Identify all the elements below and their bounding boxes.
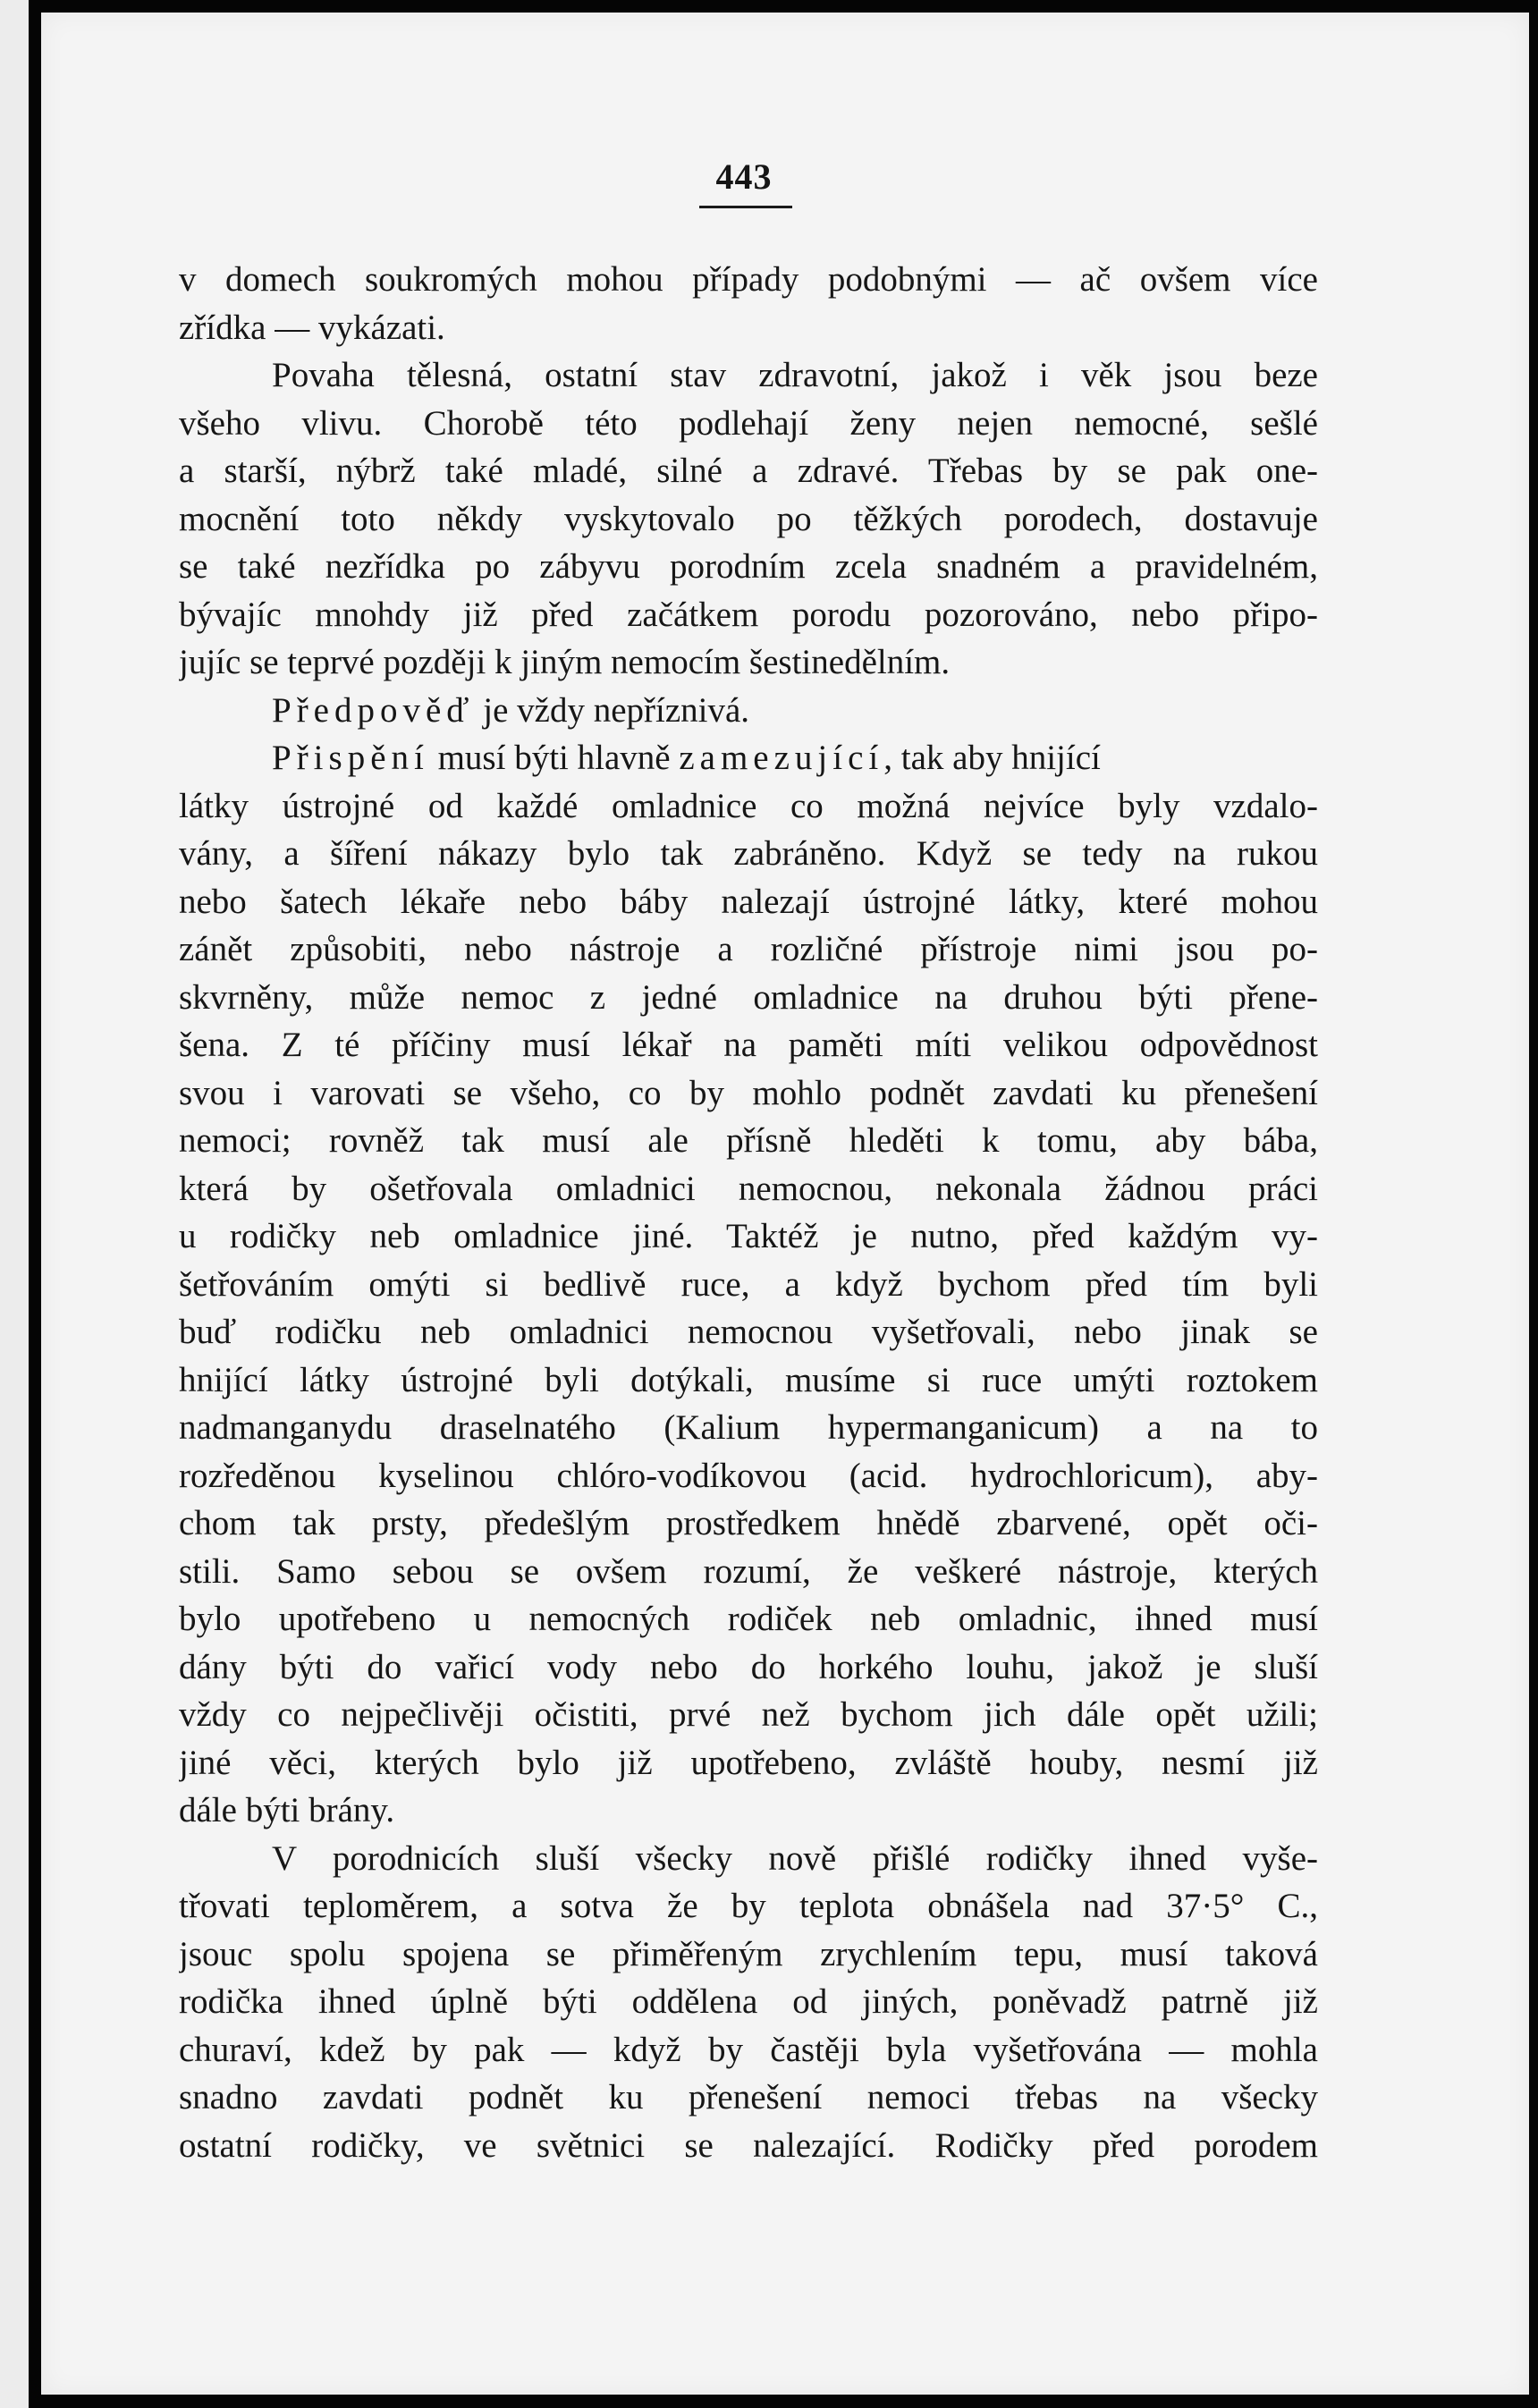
text-line: svou i varovati se všeho, co by mohlo podnět zavdati ku přenešení — [179, 1073, 1318, 1112]
treatment-term: Přispění — [272, 739, 429, 777]
text-line: nemoci; rovněž tak musí ale přísně hleděti k tomu, aby bába, — [179, 1121, 1318, 1160]
text-line: šetřováním omýti si bedlivě ruce, a když bychom před tím byli — [179, 1264, 1318, 1304]
text-line: jsouc spolu spojena se přiměřeným zrychlením tepu, musí taková — [179, 1934, 1318, 1973]
text-line: hnijící látky ústrojné byli dotýkali, musíme si ruce umýti roztokem — [179, 1360, 1318, 1399]
text-line: buď rodičku neb omladnici nemocnou vyšetřovali, nebo jinak se — [179, 1313, 1318, 1351]
text-line: látky ústrojné od každé omladnice co možná nejvíce byly vzdalo- — [179, 786, 1318, 825]
text-line: nebo šatech lékaře nebo báby nalezají ústrojné látky, které mohou — [179, 882, 1318, 921]
text-line: která by ošetřovala omladnici nemocnou, nekonala žádnou práci — [179, 1169, 1318, 1208]
text-line: stili. Samo sebou se ovšem rozumí, že veškeré nástroje, kterých — [179, 1551, 1318, 1591]
treatment-text-end: , tak aby hnijící — [883, 739, 1101, 777]
text-line: u rodičky neb omladnice jiné. Taktéž je nutno, před každým vy- — [179, 1217, 1318, 1255]
text-line: churaví, kdež by pak — když by častěji byla vyšetřována — mohla — [179, 2030, 1318, 2069]
text-line: jiné věci, kterých bylo již upotřebeno, zvláště houby, nesmí již — [179, 1743, 1318, 1782]
page-number: 443 — [715, 156, 773, 197]
text-line: nadmanganydu draselnatého (Kalium hypermanganicum) a na to — [179, 1408, 1318, 1447]
text-line: v domech soukromých mohou případy podobnými — ač ovšem více — [179, 260, 1318, 299]
text-line: zřídka — vykázati. — [179, 308, 445, 347]
text-line: a starší, nýbrž také mladé, silné a zdravé. Třebas by se pak one- — [179, 452, 1318, 490]
treatment-line — [179, 734, 1318, 782]
text-line: rozředěnou kyselinou chlóro-vodíkovou (acid. hydrochloricum), aby- — [179, 1456, 1318, 1495]
text-line: všeho vlivu. Chorobě této podlehají ženy nejen nemocné, sešlé — [179, 403, 1318, 443]
text-line: zánět způsobiti, nebo nástroje a rozličné přístroje nimi jsou po- — [179, 930, 1318, 968]
preventive-term: zamezující — [679, 739, 884, 777]
prognosis-text: je vždy nepříznivá. — [483, 690, 750, 730]
text-line: dále býti brány. — [179, 1791, 395, 1829]
body-text — [179, 256, 1318, 2169]
page-number-rule — [699, 206, 792, 208]
text-line: Povaha tělesná, ostatní stav zdravotní, jakož i věk jsou beze — [272, 356, 1318, 394]
text-line: vány, a šíření nákazy bylo tak zabráněno. Když se tedy na rukou — [179, 834, 1318, 873]
text-line: se také nezřídka po zábyvu porodním zcela snadném a pravidelném, — [179, 547, 1318, 586]
text-line: jujíc se teprvé později k jiným nemocím šestinedělním. — [179, 643, 951, 681]
text-line: snadno zavdati podnět ku přenešení nemoci třebas na všecky — [179, 2078, 1318, 2117]
text-line: třovati teploměrem, a sotva že by teplota obnášela nad 37·5° C., — [179, 1887, 1318, 1925]
treatment-text: musí býti hlavně — [437, 739, 671, 777]
prognosis-line — [179, 687, 1318, 735]
text-line: mocnění toto někdy vyskytovalo po těžkých porodech, dostavuje — [179, 499, 1318, 538]
text-line: chom tak prsty, předešlým prostředkem hnědě zbarvené, opět oči- — [179, 1504, 1318, 1542]
scan-edge-strip — [0, 0, 29, 2408]
text-line: bylo upotřebeno u nemocných rodiček neb omladnic, ihned musí — [179, 1600, 1318, 1638]
prognosis-term: Předpověď — [272, 690, 475, 730]
text-line: skvrněny, může nemoc z jedné omladnice na druhou býti přene- — [179, 977, 1318, 1017]
text-line: dány býti do vařicí vody nebo do horkého louhu, jakož je sluší — [179, 1647, 1318, 1686]
text-line: bývajíc mnohdy již před začátkem porodu pozorováno, nebo připo- — [179, 595, 1318, 634]
text-line: šena. Z té příčiny musí lékař na paměti míti velikou odpovědnost — [179, 1026, 1318, 1064]
text-line: ostatní rodičky, ve světnici se nalezající. Rodičky před porodem — [179, 2125, 1318, 2165]
text-line: V porodnicích sluší všecky nově přišlé rodičky ihned vyše- — [272, 1838, 1318, 1878]
text-line: vždy co nejpečlivěji očistiti, prvé než bychom jich dále opět užili; — [179, 1695, 1318, 1734]
text-line: rodička ihned úplně býti oddělena od jiných, poněvadž patrně již — [179, 1982, 1318, 2021]
book-page — [41, 13, 1529, 2395]
